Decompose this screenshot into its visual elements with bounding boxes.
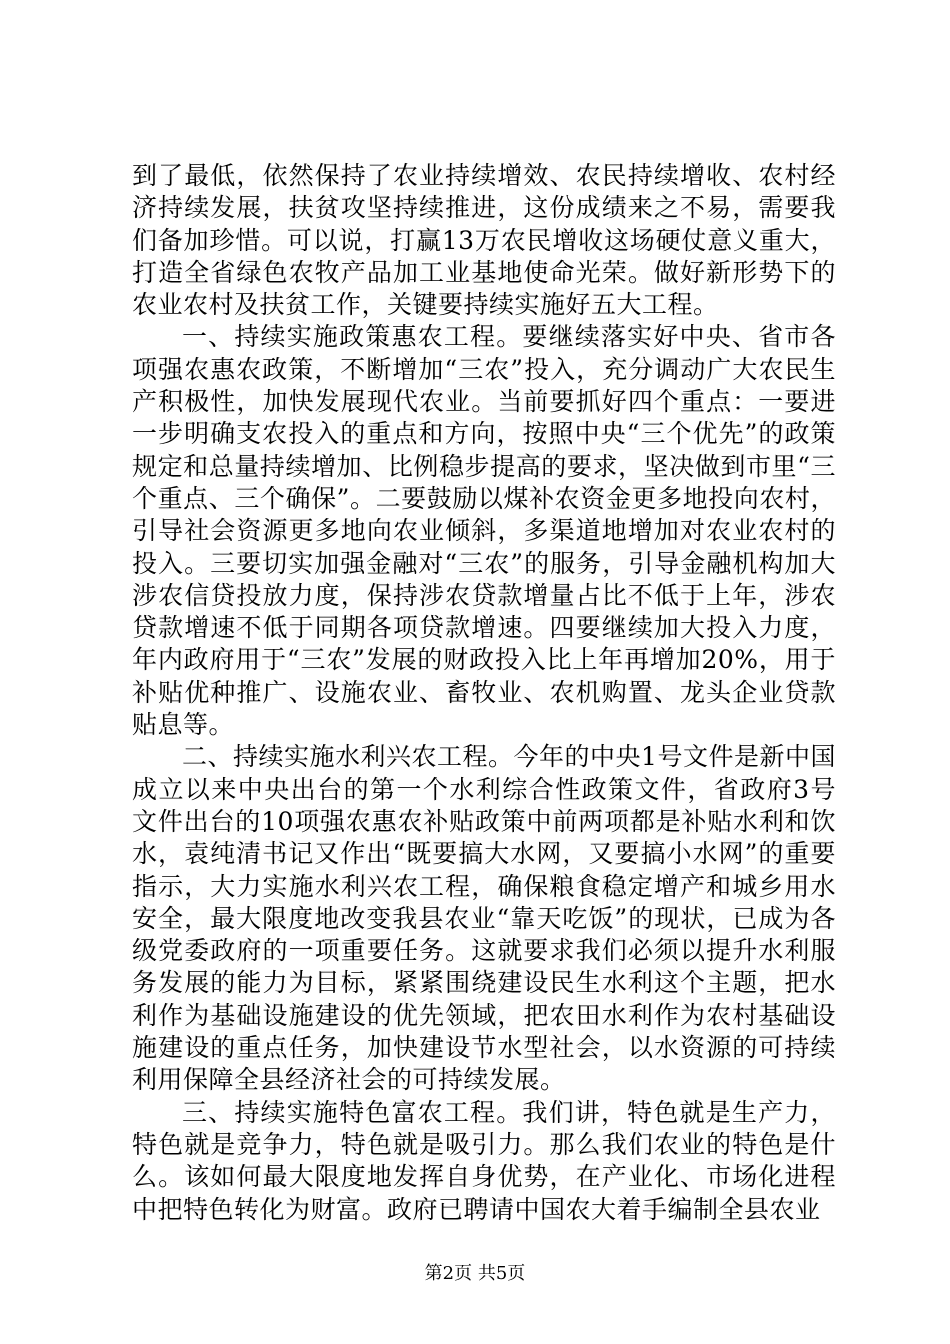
paragraph-4: 三、持续实施特色富农工程。我们讲，特色就是生产力，特色就是竞争力，特色就是吸引力。那么我们农业的特色是什么。该如何最大限度地发挥自身优势，在产业化、市场化进程中把特色转化为财富。政府已聘请中国农大着手编制全县农业 — [132, 1097, 836, 1224]
paragraph-3: 二、持续实施水利兴农工程。今年的中央1号文件是新中国成立以来中央出台的第一个水利综合性政策文件，省政府3号文件出台的10项强农惠农补贴政策中前两项都是补贴水利和饮水，袁纯清书记又作出“既要搞大水网，又要搞小水网”的重要指示，大力实施水利兴农工程，确保粮食稳定增产和城乡用水安全，最大限度地改变我县农业“靠天吃饭”的现状，已成为各级党委政府的一项重要任务。这就要求我们必须以提升水利服务发展的能力为目标，紧紧围绕建设民生水利这个主题，把水利作为基础设施建设的优先领域，把农田水利作为农村基础设施建设的重点任务，加快建设节水型社会，以水资源的可持续利用保障全县经济社会的可持续发展。 — [132, 742, 836, 1095]
page-footer: 第2页 共5页 — [424, 1263, 526, 1284]
paragraph-1: 到了最低，依然保持了农业持续增效、农民持续增收、农村经济持续发展，扶贫攻坚持续推进，这份成绩来之不易，需要我们备加珍惜。可以说，打赢13万农民增收这场硬仗意义重大，打造全省绿色农牧产品加工业基地使命光荣。做好新形势下的农业农村及扶贫工作，关键要持续实施好五大工程。 — [132, 161, 836, 320]
paragraph-2: 一、持续实施政策惠农工程。要继续落实好中央、省市各项强农惠农政策，不断增加“三农”投入，充分调动广大农民生产积极性，加快发展现代农业。当前要抓好四个重点：一要进一步明确支农投入的重点和方向，按照中央“三个优先”的政策规定和总量持续增加、比例稳步提高的要求，坚决做到市里“三个重点、三个确保”。二要鼓励以煤补农资金更多地投向农村，引导社会资源更多地向农业倾斜，多渠道地增加对农业农村的投入。三要切实加强金融对“三农”的服务，引导金融机构加大涉农信贷投放力度，保持涉农贷款增量占比不低于上年，涉农贷款增速不低于同期各项贷款增速。四要继续加大投入力度，年内政府用于“三农”发展的财政投入比上年再增加20%，用于补贴优种推广、设施农业、畜牧业、农机购置、龙头企业贷款贴息等。 — [132, 322, 836, 740]
document-body — [132, 160, 836, 1226]
